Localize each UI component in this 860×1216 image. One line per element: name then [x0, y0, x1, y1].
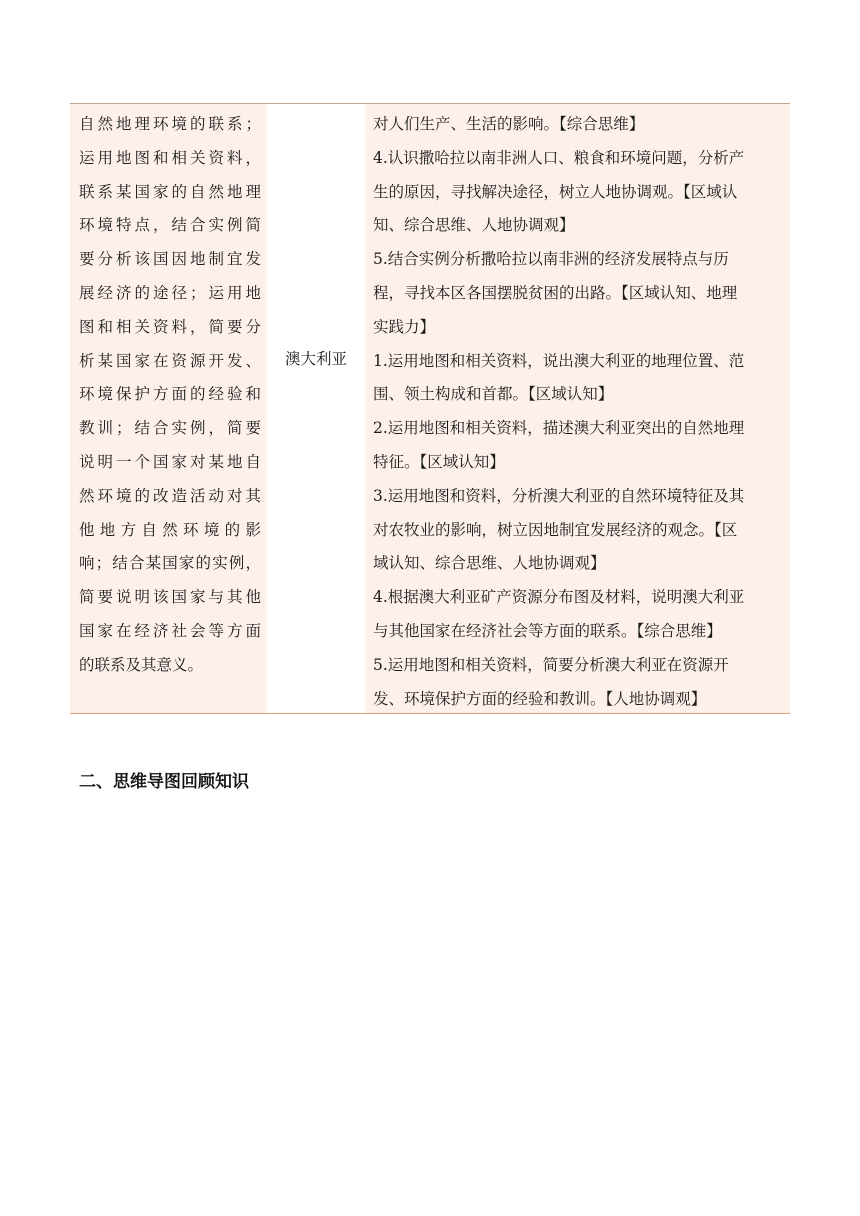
goal-line: 生的原因，寻找解决途径，树立人地协调观。【区域认 — [373, 182, 738, 201]
standard-line: 图和相关资料，简要分 — [79, 317, 261, 336]
goal-line: 对农牧业的影响，树立因地制宜发展经济的观念。【区 — [373, 520, 738, 539]
standard-line: 说明一个国家对某地自 — [79, 452, 261, 471]
standard-line: 环境保护方面的经验和 — [79, 385, 261, 404]
goal-line: 域认知、综合思维、人地协调观】 — [373, 554, 606, 573]
section-heading: 二、思维导图回顾知识 — [79, 772, 249, 792]
goal-line: 与其他国家在经济社会等方面的联系。【综合思维】 — [373, 621, 722, 640]
standard-requirements-cell — [70, 104, 267, 713]
standard-line: 联系某国家的自然地理 — [79, 182, 261, 201]
standard-line: 然环境的改造活动对其 — [79, 486, 261, 505]
goal-line: 发、环境保护方面的经验和教训。【人地协调观】 — [373, 689, 707, 708]
goal-line: 实践力】 — [373, 317, 436, 336]
goal-line: 5.运用地图和相关资料，简要分析澳大利亚在资源开 — [373, 655, 729, 674]
goal-line: 特征。【区域认知】 — [373, 452, 505, 471]
standard-line: 展经济的途径；运用地 — [79, 283, 261, 302]
standard-line: 自然地理环境的联系； — [79, 115, 261, 133]
curriculum-standards-table — [70, 103, 790, 714]
goal-line: 对人们生产、生活的影响。【综合思维】 — [373, 115, 645, 133]
region-cell — [267, 104, 365, 713]
goal-line: 5.结合实例分析撒哈拉以南非洲的经济发展特点与历 — [373, 250, 729, 269]
goal-line: 1.运用地图和相关资料，说出澳大利亚的地理位置、范 — [373, 351, 745, 370]
goal-line: 围、领土构成和首都。【区域认知】 — [373, 385, 614, 404]
goal-line: 4.根据澳大利亚矿产资源分布图及材料，说明澳大利亚 — [373, 588, 745, 607]
standard-line: 他地方自然环境的影 — [79, 520, 261, 539]
goal-line: 2.运用地图和相关资料，描述澳大利亚突出的自然地理 — [373, 419, 745, 438]
goal-line: 知、综合思维、人地协调观】 — [373, 216, 575, 235]
region-name: 澳大利亚 — [284, 350, 347, 368]
standard-line: 的联系及其意义。 — [79, 655, 204, 674]
standard-line: 运用地图和相关资料， — [79, 148, 261, 167]
standard-line: 析某国家在资源开发、 — [79, 351, 261, 370]
standard-line: 环境特点，结合实例简 — [79, 216, 261, 235]
standard-line: 国家在经济社会等方面 — [79, 621, 261, 640]
goal-line: 3.运用地图和资料，分析澳大利亚的自然环境特征及其 — [373, 486, 745, 505]
standard-line: 教训；结合实例，简要 — [79, 419, 261, 438]
learning-goals-cell — [365, 104, 790, 713]
goal-line: 4.认识撒哈拉以南非洲人口、粮食和环境问题，分析产 — [373, 148, 745, 167]
standard-line: 简要说明该国家与其他 — [79, 588, 261, 607]
goal-line: 程，寻找本区各国摆脱贫困的出路。【区域认知、地理 — [373, 283, 738, 302]
standard-line: 响；结合某国家的实例， — [79, 554, 261, 573]
standard-line: 要分析该国因地制宜发 — [79, 250, 261, 269]
